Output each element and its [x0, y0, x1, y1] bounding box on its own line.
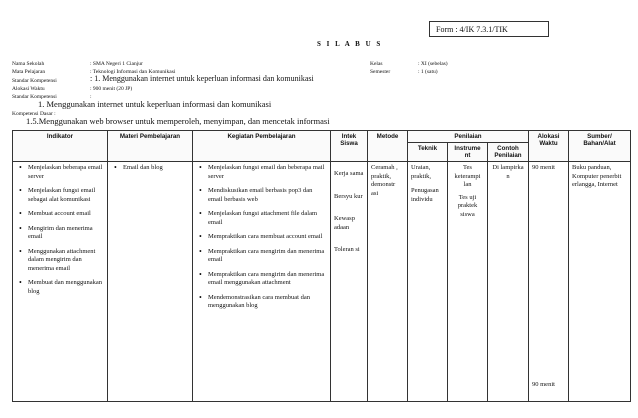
cell-instrumen — [448, 162, 488, 402]
alokasi-top: 90 menit — [532, 164, 555, 171]
meta-value: : 900 menit (20 JP) — [90, 86, 133, 92]
cell-contoh: Di lampirka n — [488, 162, 529, 402]
col-kegiatan: Kegiatan Pembelajaran — [193, 131, 331, 162]
alokasi-bottom: 90 menit — [532, 380, 555, 388]
intek-item: Kerja sama — [334, 170, 364, 177]
document-title: S I L A B U S — [317, 40, 383, 48]
kompetensi-dasar-label: Kompetensi Dasar : — [12, 111, 56, 117]
meta-label: Semester — [370, 69, 391, 75]
cell-alokasi — [529, 162, 569, 402]
col-metode: Metode — [368, 131, 408, 162]
col-alokasi: Alokasi Waktu — [529, 131, 569, 162]
col-sumber: Sumber/ Bahan/Alat — [569, 131, 631, 162]
col-teknik: Teknik — [408, 143, 448, 162]
teknik-item: Penugasan individu — [411, 187, 439, 203]
list-item: • Menjelaskan fungsi email sebagai alat komunikasi — [28, 187, 104, 204]
meta-label: Alokasi Waktu — [12, 86, 45, 92]
list-item: • Menjelaskan fungsi email dan beberapa mail server — [208, 164, 327, 181]
intek-item: Bersyu kur — [334, 192, 363, 200]
list-item: • Menjelaskan fungsi attachment file dalam email — [208, 210, 327, 227]
meta-label: Mata Pelajaran — [12, 69, 46, 75]
cell-teknik — [408, 162, 448, 402]
cell-materi — [108, 162, 193, 402]
silabus-table — [12, 130, 631, 402]
list-item: • Mendiskusikan email berbasis pop3 dan email berbasis web — [208, 187, 327, 204]
list-item: • Email dan blog — [123, 164, 189, 173]
list-item: • Membuat account email — [28, 210, 104, 219]
meta-value: : Teknologi Informasi dan Komunikasi — [90, 69, 176, 75]
form-code-box: Form : 4/IK 7.3.1/TIK — [429, 21, 549, 37]
list-item: • Mempraktikan cara membuat account email — [208, 233, 327, 242]
instrumen-item: Tes keterampi lan — [454, 164, 481, 188]
header-row — [13, 131, 631, 143]
cell-sumber: Buku panduan, Komputer penerbit erlangga, Internet — [569, 162, 631, 402]
list-item: • Membuat dan menggunakan blog — [28, 279, 104, 296]
teknik-item: Uraian, praktik, — [411, 164, 432, 180]
meta-label: Standar Kompetensi — [12, 78, 57, 84]
meta-label: Standar Kompetensi — [12, 94, 57, 100]
col-materi: Materi Pembelajaran — [108, 131, 193, 162]
list-item: • Menggunakan attachment dalam mengirim dan menerima email — [28, 248, 104, 274]
meta-value: : 1 (satu) — [418, 69, 438, 75]
meta-value: : XI (sebelas) — [418, 61, 448, 67]
col-intek: Intek Siswa — [331, 131, 368, 162]
list-item: • Menjelaskan beberapa email server — [28, 164, 104, 181]
meta-value: : 1. Menggunakan internet untuk keperluan informasi dan komunikasi — [90, 74, 314, 83]
meta-label: Nama Sekolah — [12, 61, 45, 67]
kompetensi-dasar-text: 1.5.Menggunakan web browser untuk memperoleh, menyimpan, dan mencetak informasi — [26, 116, 330, 126]
intek-item: Toleran si — [334, 246, 360, 253]
cell-metode: Ceramah , praktik, demonstr asi — [368, 162, 408, 402]
col-contoh: Contoh Penilaian — [488, 143, 529, 162]
list-item: • Mempraktikan cara mengirim dan menerima email menggunakan attachment — [208, 271, 327, 288]
table-row — [13, 162, 631, 402]
intek-item: Kewasp adaan — [334, 215, 355, 231]
list-item: • Mempraktikan cara mengirim dan menerima email — [208, 248, 327, 265]
meta-value: : — [90, 94, 92, 100]
cell-intek — [331, 162, 368, 402]
standar-kompetensi-text: 1. Menggunakan internet untuk keperluan informasi dan komunikasi — [38, 99, 272, 109]
list-item: • Mengirim dan menerima email — [28, 225, 104, 242]
cell-indikator — [13, 162, 108, 402]
col-indikator: Indikator — [13, 131, 108, 162]
meta-label: Kelas — [370, 61, 383, 67]
col-penilaian: Penilaian — [408, 131, 529, 143]
cell-kegiatan — [193, 162, 331, 402]
instrumen-item: Tes uji praktek siswa — [457, 193, 478, 218]
list-item: • Mendemonstrasikan cara membuat dan menggunakan blog — [208, 294, 327, 311]
meta-value: : SMA Negeri 1 Cianjur — [90, 61, 143, 67]
col-instrumen: Instrume nt — [448, 143, 488, 162]
